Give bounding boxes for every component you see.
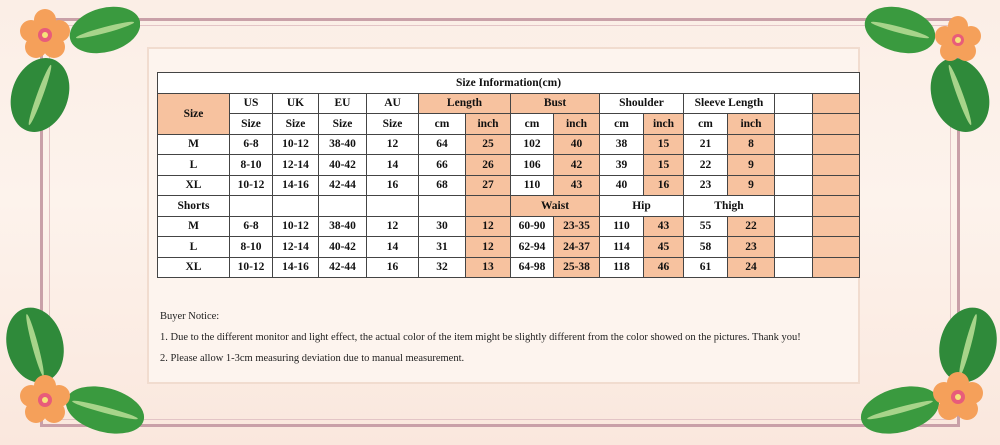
table-cell: 40-42 (319, 237, 367, 258)
table-cell: 55 (684, 216, 728, 237)
table-cell: 10-12 (273, 216, 319, 237)
empty-cell (813, 237, 860, 258)
table-cell: 42 (554, 155, 600, 176)
table-cell: 61 (684, 257, 728, 278)
table-cell: 6-8 (230, 134, 273, 155)
unit-cell: cm (600, 114, 644, 135)
unit-cell: Size (319, 114, 367, 135)
empty-cell (367, 196, 419, 217)
table-cell: 21 (684, 134, 728, 155)
unit-cell: Size (273, 114, 319, 135)
table-cell: 42-44 (319, 257, 367, 278)
table-cell: 16 (644, 175, 684, 196)
table-cell: 45 (644, 237, 684, 258)
table-row (158, 216, 860, 237)
table-row (158, 175, 860, 196)
empty-cell (813, 155, 860, 176)
size-label-cell: L (158, 155, 230, 176)
empty-cell (775, 93, 813, 114)
table-cell: 14 (367, 237, 419, 258)
empty-cell (775, 237, 813, 258)
table-cell: 40-42 (319, 155, 367, 176)
table-cell: 13 (466, 257, 511, 278)
table-cell: 24-37 (554, 237, 600, 258)
size-label-cell: XL (158, 175, 230, 196)
table-cell: 68 (419, 175, 466, 196)
table-row (158, 237, 860, 258)
top-size-rows (158, 134, 860, 196)
table-cell: 16 (367, 175, 419, 196)
header-size: Size (158, 93, 230, 134)
table-cell: 10-12 (230, 175, 273, 196)
table-cell: 14-16 (273, 175, 319, 196)
table-cell: 12-14 (273, 237, 319, 258)
table-cell: 38 (600, 134, 644, 155)
empty-cell (813, 216, 860, 237)
table-cell: 8-10 (230, 155, 273, 176)
header-row-1 (158, 93, 860, 114)
table-cell: 12 (367, 216, 419, 237)
header-au: AU (367, 93, 419, 114)
header-hip: Hip (600, 196, 684, 217)
bottom-right-floral-icon (850, 305, 1000, 445)
table-cell: 27 (466, 175, 511, 196)
empty-cell (813, 134, 860, 155)
table-cell: 12 (367, 134, 419, 155)
table-cell: 25-38 (554, 257, 600, 278)
header-eu: EU (319, 93, 367, 114)
table-cell: 9 (728, 155, 775, 176)
top-right-floral-icon (860, 0, 1000, 140)
table-cell: 62-94 (511, 237, 554, 258)
empty-cell (273, 196, 319, 217)
empty-cell (775, 196, 813, 217)
empty-cell (775, 216, 813, 237)
table-cell: 16 (367, 257, 419, 278)
table-cell: 12-14 (273, 155, 319, 176)
unit-cell: inch (644, 114, 684, 135)
header-shoulder: Shoulder (600, 93, 684, 114)
table-cell: 58 (684, 237, 728, 258)
unit-cell: Size (230, 114, 273, 135)
size-label-cell: M (158, 216, 230, 237)
table-row (158, 155, 860, 176)
empty-cell (775, 134, 813, 155)
notice-title: Buyer Notice: (160, 311, 220, 322)
shorts-header-row (158, 196, 860, 217)
header-waist: Waist (511, 196, 600, 217)
header-sleeve-length: Sleeve Length (684, 93, 775, 114)
bottom-size-rows (158, 216, 860, 278)
table-cell: 15 (644, 134, 684, 155)
notice-line-2: 2. Please allow 1-3cm measuring deviation due to manual measurement. (160, 353, 465, 364)
table-cell: 6-8 (230, 216, 273, 237)
table-cell: 30 (419, 216, 466, 237)
unit-cell: cm (419, 114, 466, 135)
table-row (158, 134, 860, 155)
table-cell: 14 (367, 155, 419, 176)
table-cell: 38-40 (319, 216, 367, 237)
table-cell: 102 (511, 134, 554, 155)
table-cell: 38-40 (319, 134, 367, 155)
size-label-cell: L (158, 237, 230, 258)
table-cell: 8 (728, 134, 775, 155)
top-left-floral-icon (0, 0, 140, 140)
table-cell: 66 (419, 155, 466, 176)
notice-line-1: 1. Due to the different monitor and light effect, the actual color of the item might be slightly different from the color showed on the pictures. Thank you! (160, 332, 801, 343)
empty-cell (813, 196, 860, 217)
table-cell: 64-98 (511, 257, 554, 278)
unit-cell: cm (684, 114, 728, 135)
table-cell: 15 (644, 155, 684, 176)
shorts-label: Shorts (158, 196, 230, 217)
table-cell: 14-16 (273, 257, 319, 278)
header-uk: UK (273, 93, 319, 114)
table-cell: 40 (554, 134, 600, 155)
table-cell: 23 (684, 175, 728, 196)
empty-cell (230, 196, 273, 217)
header-bust: Bust (511, 93, 600, 114)
table-row (158, 257, 860, 278)
table-cell: 24 (728, 257, 775, 278)
size-label-cell: XL (158, 257, 230, 278)
header-thigh: Thigh (684, 196, 775, 217)
table-cell: 23 (728, 237, 775, 258)
header-length: Length (419, 93, 511, 114)
empty-cell (775, 114, 813, 135)
unit-cell: cm (511, 114, 554, 135)
table-cell: 46 (644, 257, 684, 278)
table-cell: 114 (600, 237, 644, 258)
table-cell: 8-10 (230, 237, 273, 258)
table-cell: 118 (600, 257, 644, 278)
buyer-notice (160, 310, 801, 373)
empty-cell (419, 196, 466, 217)
table-cell: 110 (511, 175, 554, 196)
empty-cell (813, 93, 860, 114)
table-cell: 22 (728, 216, 775, 237)
table-cell: 10-12 (230, 257, 273, 278)
table-cell: 43 (644, 216, 684, 237)
table-cell: 110 (600, 216, 644, 237)
table-cell: 12 (466, 237, 511, 258)
table-cell: 64 (419, 134, 466, 155)
empty-cell (813, 257, 860, 278)
empty-cell (813, 114, 860, 135)
table-cell: 40 (600, 175, 644, 196)
table-cell: 9 (728, 175, 775, 196)
table-title-row (158, 73, 860, 94)
unit-cell: inch (554, 114, 600, 135)
header-row-2 (158, 114, 860, 135)
table-cell: 106 (511, 155, 554, 176)
table-cell: 25 (466, 134, 511, 155)
size-table (157, 72, 860, 278)
table-cell: 32 (419, 257, 466, 278)
table-title: Size Information(cm) (158, 73, 860, 94)
empty-cell (466, 196, 511, 217)
empty-cell (775, 175, 813, 196)
table-cell: 39 (600, 155, 644, 176)
unit-cell: inch (466, 114, 511, 135)
empty-cell (775, 155, 813, 176)
table-cell: 22 (684, 155, 728, 176)
table-cell: 43 (554, 175, 600, 196)
table-cell: 60-90 (511, 216, 554, 237)
table-cell: 31 (419, 237, 466, 258)
unit-cell: Size (367, 114, 419, 135)
unit-cell: inch (728, 114, 775, 135)
empty-cell (813, 175, 860, 196)
table-cell: 26 (466, 155, 511, 176)
table-cell: 23-35 (554, 216, 600, 237)
header-us: US (230, 93, 273, 114)
empty-cell (775, 257, 813, 278)
table-cell: 12 (466, 216, 511, 237)
empty-cell (319, 196, 367, 217)
table-cell: 10-12 (273, 134, 319, 155)
bottom-left-floral-icon (0, 305, 150, 445)
table-cell: 42-44 (319, 175, 367, 196)
size-label-cell: M (158, 134, 230, 155)
